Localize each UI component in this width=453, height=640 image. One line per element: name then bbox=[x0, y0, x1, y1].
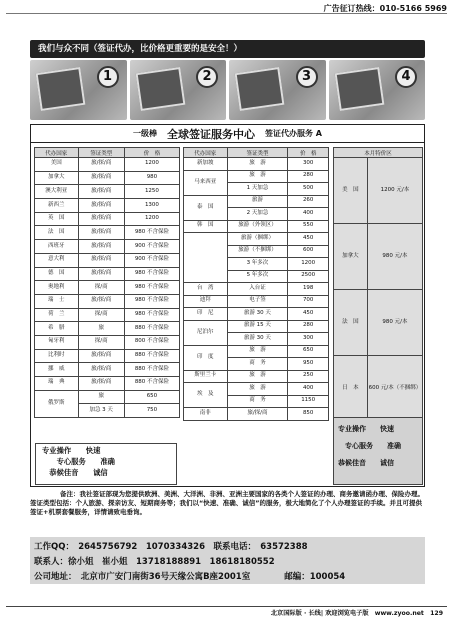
table-cell: 800 不含保险 bbox=[124, 335, 179, 349]
passport-photo bbox=[36, 67, 86, 111]
table-cell: 探/商 bbox=[78, 335, 124, 349]
table-cell: 西班牙 bbox=[35, 240, 79, 254]
table-cell: 旅/探/商 bbox=[227, 408, 288, 421]
table-cell: 980 不含保险 bbox=[124, 226, 179, 240]
table-cell: 980 不含保险 bbox=[124, 294, 179, 308]
ad-hotline: 广告征订热线：010-5166 5969 bbox=[323, 4, 447, 13]
table-cell: 1200 bbox=[288, 258, 329, 271]
slogan-line: 专业操作 快速 bbox=[338, 425, 394, 433]
table-cell: 马来西亚 bbox=[184, 170, 228, 195]
step-image-3 bbox=[229, 60, 326, 120]
step-image-4 bbox=[329, 60, 426, 120]
table-cell: 旅/探/商 bbox=[78, 377, 124, 391]
slogan-line: 专心服务 准确 bbox=[338, 442, 401, 450]
table-cell: 旅/探/商 bbox=[78, 199, 124, 213]
step-number: 2 bbox=[196, 66, 218, 88]
table-cell: 旅/探/商 bbox=[78, 253, 124, 267]
table-cell: 1 天加急 bbox=[227, 183, 288, 196]
table-cell: 850 bbox=[288, 408, 329, 421]
table-row bbox=[184, 220, 329, 233]
table-cell: 980 bbox=[124, 171, 179, 185]
table-cell: 旅游 30 天 bbox=[227, 308, 288, 321]
table-cell: 300 bbox=[288, 333, 329, 346]
table-cell: 希 腊 bbox=[35, 322, 79, 336]
table-row bbox=[35, 199, 180, 213]
table-cell: 奥地利 bbox=[35, 281, 79, 295]
table-row bbox=[184, 408, 329, 421]
table-row bbox=[35, 377, 180, 391]
table-row bbox=[334, 158, 423, 224]
table-cell: 旅游 bbox=[227, 195, 288, 208]
table-cell: 1150 bbox=[288, 395, 329, 408]
table-row bbox=[184, 233, 329, 246]
table-cell: 980 元/本 bbox=[367, 290, 422, 356]
table-cell: 台 湾 bbox=[184, 283, 228, 296]
table-cell: 600 元/本（不捆绑） bbox=[367, 356, 422, 422]
table-cell: 加急 3 天 bbox=[78, 404, 124, 418]
table-cell: 400 bbox=[288, 383, 329, 396]
table-cell: 旅游（不捆绑） bbox=[227, 245, 288, 258]
slogan-banner: 我们与众不同（签证代办，比价格更重要的是安全！） bbox=[30, 40, 425, 58]
table-cell: 650 bbox=[288, 345, 329, 358]
table-cell: 美国 bbox=[35, 158, 79, 172]
table-cell: 比利时 bbox=[35, 349, 79, 363]
step-image-1 bbox=[30, 60, 127, 120]
table-cell: 旅游 30 天 bbox=[227, 333, 288, 346]
table-cell: 1250 bbox=[124, 185, 179, 199]
table-row bbox=[35, 226, 180, 240]
passport-photo bbox=[235, 67, 285, 111]
table-cell: 900 不含保险 bbox=[124, 240, 179, 254]
level-label: 一级棒 bbox=[133, 129, 157, 138]
table-cell: 3 年多次 bbox=[227, 258, 288, 271]
table-row bbox=[35, 253, 180, 267]
table-cell: 旅 bbox=[78, 390, 124, 404]
table-cell: 2 天加急 bbox=[227, 208, 288, 221]
table-cell: 880 不含保险 bbox=[124, 363, 179, 377]
table-cell: 荷 兰 bbox=[35, 308, 79, 322]
table-cell: 880 不含保险 bbox=[124, 322, 179, 336]
table-cell: 入台证 bbox=[227, 283, 288, 296]
table-cell: 300 bbox=[288, 158, 329, 171]
table-cell: 900 不含保险 bbox=[124, 253, 179, 267]
table-cell: 旅 游 bbox=[227, 345, 288, 358]
table-cell: 意大利 bbox=[35, 253, 79, 267]
table-cell: 198 bbox=[288, 283, 329, 296]
table-cell: 980 不含保险 bbox=[124, 281, 179, 295]
step-images bbox=[30, 60, 425, 120]
table-cell: 500 bbox=[288, 183, 329, 196]
table-row bbox=[184, 170, 329, 183]
table-cell: 旅/探/商 bbox=[78, 349, 124, 363]
slogan-line: 恭候佳音 诚信 bbox=[338, 459, 394, 467]
visa-price-panel bbox=[30, 124, 425, 487]
table-cell bbox=[184, 233, 228, 283]
table-cell: 400 bbox=[288, 208, 329, 221]
table-cell: 旅/探/商 bbox=[78, 226, 124, 240]
table-cell: 新加坡 bbox=[184, 158, 228, 171]
table-cell: 商 务 bbox=[227, 358, 288, 371]
col-country: 代办国家 bbox=[184, 148, 228, 158]
table-cell: 旅游 15 天 bbox=[227, 320, 288, 333]
table-cell: 750 bbox=[124, 404, 179, 418]
slogan-line: 专心服务 准确 bbox=[42, 457, 115, 466]
col-price: 价 格 bbox=[288, 148, 329, 158]
table-row bbox=[184, 345, 329, 358]
table-cell: 2500 bbox=[288, 270, 329, 283]
table-cell: 旅 游 bbox=[227, 170, 288, 183]
slogan-line: 专业操作 快速 bbox=[42, 446, 101, 455]
service-subtitle: 签证代办服务 A bbox=[265, 129, 322, 138]
table-cell: 商 务 bbox=[227, 395, 288, 408]
mid-price-table bbox=[183, 147, 329, 421]
step-number: 1 bbox=[97, 66, 119, 88]
table-row bbox=[184, 195, 329, 208]
table-cell: 法 国 bbox=[334, 290, 368, 356]
table-cell: 450 bbox=[288, 308, 329, 321]
table-row bbox=[334, 224, 423, 290]
special-offer-header: 本月特价区 bbox=[334, 148, 423, 158]
table-cell: 700 bbox=[288, 295, 329, 308]
table-row bbox=[35, 171, 180, 185]
table-cell: 1300 bbox=[124, 199, 179, 213]
table-cell: 450 bbox=[288, 233, 329, 246]
table-cell: 埃 及 bbox=[184, 383, 228, 408]
table-cell: 980 不含保险 bbox=[124, 267, 179, 281]
table-cell: 法 国 bbox=[35, 226, 79, 240]
table-cell: 旅游（捆绑） bbox=[227, 233, 288, 246]
contact-people: 联系人：徐小姐 崔小姐 13718188891 18618180552 bbox=[34, 557, 275, 567]
table-cell: 澳大利亚 bbox=[35, 185, 79, 199]
table-cell: 日 本 bbox=[334, 356, 368, 422]
table-cell: 旅 游 bbox=[227, 383, 288, 396]
table-cell: 旅/探/商 bbox=[78, 185, 124, 199]
table-cell: 加拿大 bbox=[334, 224, 368, 290]
passport-photo bbox=[135, 67, 185, 111]
table-row bbox=[184, 383, 329, 396]
step-image-2 bbox=[130, 60, 227, 120]
table-cell: 1200 元/本 bbox=[367, 158, 422, 224]
table-cell: 旅/探/商 bbox=[78, 212, 124, 226]
table-row bbox=[35, 240, 180, 254]
table-row bbox=[35, 349, 180, 363]
slogan-line: 恭候佳音 诚信 bbox=[42, 468, 108, 477]
table-cell: 旅/探/商 bbox=[78, 240, 124, 254]
table-cell: 260 bbox=[288, 195, 329, 208]
service-slogan-left bbox=[35, 443, 177, 485]
table-row bbox=[35, 212, 180, 226]
table-row bbox=[334, 356, 423, 422]
table-cell: 旅 游 bbox=[227, 370, 288, 383]
table-cell: 旅/探/商 bbox=[78, 158, 124, 172]
table-cell: 泰 国 bbox=[184, 195, 228, 220]
table-cell: 迪拜 bbox=[184, 295, 228, 308]
top-divider bbox=[6, 13, 447, 14]
table-row bbox=[334, 290, 423, 356]
table-cell: 旅/探/商 bbox=[78, 294, 124, 308]
step-number: 3 bbox=[296, 66, 318, 88]
table-cell: 挪 威 bbox=[35, 363, 79, 377]
table-row bbox=[35, 185, 180, 199]
contact-qq-phone: 工作QQ： 2645756792 1070334326 联系电话： 63572388 bbox=[34, 542, 308, 552]
table-cell: 旅 bbox=[78, 322, 124, 336]
table-row bbox=[35, 335, 180, 349]
table-cell: 650 bbox=[124, 390, 179, 404]
special-offer-table bbox=[333, 147, 423, 422]
table-cell: 950 bbox=[288, 358, 329, 371]
table-row bbox=[35, 267, 180, 281]
table-cell: 韩 国 bbox=[184, 220, 228, 233]
col-type: 签证类型 bbox=[227, 148, 288, 158]
table-cell: 加拿大 bbox=[35, 171, 79, 185]
center-title: 全球签证服务中心 bbox=[167, 127, 255, 141]
table-row bbox=[35, 158, 180, 172]
table-cell: 匈牙利 bbox=[35, 335, 79, 349]
table-row bbox=[35, 308, 180, 322]
table-cell: 280 bbox=[288, 170, 329, 183]
contact-address: 公司地址： 北京市广安门南街36号天缘公寓B座2001室 邮编：100054 bbox=[34, 572, 346, 582]
table-cell: 旅/探/商 bbox=[78, 363, 124, 377]
table-row bbox=[35, 363, 180, 377]
table-cell: 探/商 bbox=[78, 308, 124, 322]
table-row bbox=[35, 281, 180, 295]
table-cell: 美 国 bbox=[334, 158, 368, 224]
table-row bbox=[184, 370, 329, 383]
col-country: 代办国家 bbox=[35, 148, 79, 158]
col-type: 签证类型 bbox=[78, 148, 124, 158]
table-cell: 250 bbox=[288, 370, 329, 383]
remarks-paragraph: 备注：我社签证部现为您提供欧洲、美洲、大洋洲、非洲、亚洲主要国家的各类个人签证的办理、商务邀请函办理、保险办理。签证类型包括：个人旅游、探亲访友、短期商务等；我们以“快速、准确、诚信”的服务，极大地简化了个人办理签证的手续。并且可提供签证+机票套餐服务，详情请致电垂询。 bbox=[30, 490, 424, 517]
table-cell: 550 bbox=[288, 220, 329, 233]
table-cell: 旅游（外领区） bbox=[227, 220, 288, 233]
table-cell: 印 度 bbox=[184, 345, 228, 370]
table-row bbox=[184, 295, 329, 308]
table-cell: 南非 bbox=[184, 408, 228, 421]
table-cell: 880 不含保险 bbox=[124, 349, 179, 363]
page-footer: 北京国际版 · 长线| 欢迎浏览电子版 www.zyoo.net 129 bbox=[6, 606, 447, 619]
table-row bbox=[35, 390, 180, 404]
table-row bbox=[184, 283, 329, 296]
table-cell: 德 国 bbox=[35, 267, 79, 281]
table-cell: 980 不含保险 bbox=[124, 308, 179, 322]
table-cell: 电子签 bbox=[227, 295, 288, 308]
contact-block bbox=[30, 537, 425, 584]
table-cell: 斯里兰卡 bbox=[184, 370, 228, 383]
table-cell: 俄罗斯 bbox=[35, 390, 79, 417]
table-row bbox=[35, 294, 180, 308]
table-cell: 600 bbox=[288, 245, 329, 258]
table-cell: 旅/探/商 bbox=[78, 171, 124, 185]
table-row bbox=[35, 322, 180, 336]
table-cell: 1200 bbox=[124, 158, 179, 172]
table-cell: 1200 bbox=[124, 212, 179, 226]
table-cell: 880 不含保险 bbox=[124, 377, 179, 391]
table-cell: 探/商 bbox=[78, 281, 124, 295]
table-cell: 980 元/本 bbox=[367, 224, 422, 290]
panel-title bbox=[31, 125, 424, 143]
table-row bbox=[184, 308, 329, 321]
step-number: 4 bbox=[395, 66, 417, 88]
service-slogan-right bbox=[333, 417, 423, 485]
table-cell: 英 国 bbox=[35, 212, 79, 226]
table-cell: 印 尼 bbox=[184, 308, 228, 321]
table-cell: 280 bbox=[288, 320, 329, 333]
table-cell: 尼泊尔 bbox=[184, 320, 228, 345]
table-row bbox=[184, 158, 329, 171]
table-cell: 瑞 典 bbox=[35, 377, 79, 391]
table-cell: 瑞 士 bbox=[35, 294, 79, 308]
table-cell: 旅/探/商 bbox=[78, 267, 124, 281]
table-row bbox=[184, 320, 329, 333]
table-cell: 旅 游 bbox=[227, 158, 288, 171]
table-cell: 新西兰 bbox=[35, 199, 79, 213]
passport-photo bbox=[334, 67, 384, 111]
col-price: 价 格 bbox=[124, 148, 179, 158]
left-price-table bbox=[34, 147, 180, 418]
table-cell: 5 年多次 bbox=[227, 270, 288, 283]
